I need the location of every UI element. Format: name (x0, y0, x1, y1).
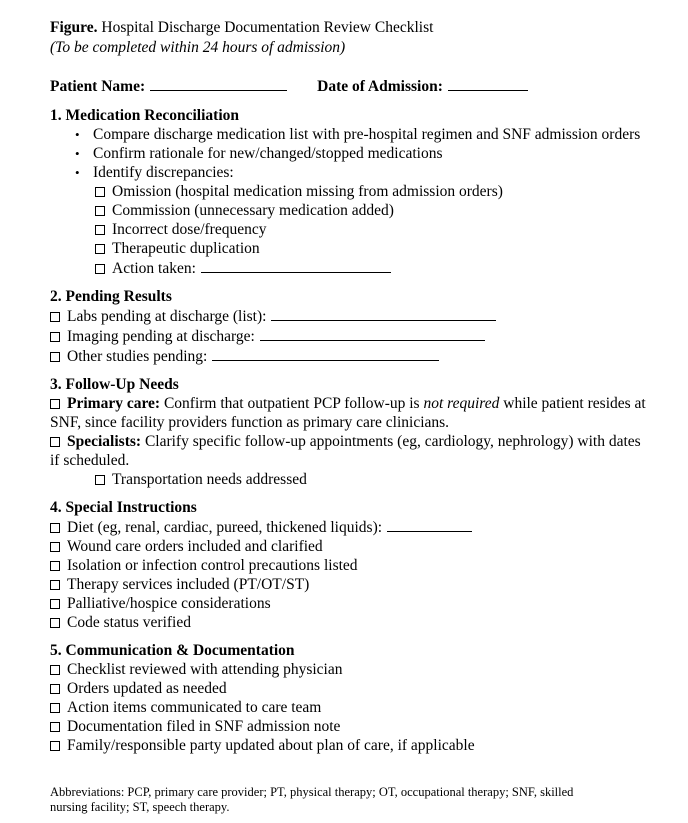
checkbox-item (95, 201, 650, 220)
item-text: Other studies pending: (67, 348, 208, 365)
checkbox-item (50, 432, 650, 470)
bullet-icon: • (75, 165, 80, 180)
checkbox-icon[interactable] (95, 225, 105, 235)
checkbox-icon[interactable] (50, 665, 60, 675)
checkbox-icon[interactable] (95, 206, 105, 216)
checkbox-item (50, 537, 650, 556)
checkbox-item (50, 575, 650, 594)
figure-title-text: Hospital Discharge Documentation Review Checklist (97, 19, 434, 36)
bullet-icon: • (75, 127, 80, 142)
checkbox-item (95, 239, 650, 258)
checkbox-icon[interactable] (50, 332, 60, 342)
checkbox-item (50, 613, 650, 632)
checkbox-icon[interactable] (50, 399, 60, 409)
item-text: Orders updated as needed (67, 680, 227, 697)
checkbox-item (50, 556, 650, 575)
fill-in-blank[interactable] (212, 346, 439, 361)
checkbox-icon[interactable] (50, 561, 60, 571)
item-text: Code status verified (67, 614, 191, 631)
checkbox-icon[interactable] (50, 599, 60, 609)
item-text: Transportation needs addressed (112, 471, 307, 488)
item-text: Specialists: Clarify specific follow-up appointments (eg, cardiology, nephrology) with dates if scheduled. (50, 433, 641, 469)
item-text: Diet (eg, renal, cardiac, pureed, thickened liquids): (67, 519, 383, 536)
checkbox-item (50, 326, 650, 346)
checkbox-icon[interactable] (50, 352, 60, 362)
checkbox-icon[interactable] (50, 618, 60, 628)
checkbox-icon[interactable] (50, 437, 60, 447)
checkbox-item (50, 660, 650, 679)
checkbox-icon[interactable] (95, 244, 105, 254)
checkbox-item (95, 220, 650, 239)
item-text: Incorrect dose/frequency (112, 221, 267, 238)
item-text: Wound care orders included and clarified (67, 538, 323, 555)
fill-in-blank[interactable] (387, 517, 472, 532)
bullet-icon: • (75, 146, 80, 161)
item-text: Action taken: (112, 260, 196, 277)
item-text: Action items communicated to care team (67, 699, 322, 716)
item-text: Identify discrepancies: (93, 164, 234, 181)
checkbox-icon[interactable] (50, 703, 60, 713)
checkbox-icon[interactable] (95, 475, 105, 485)
checkbox-icon[interactable] (50, 580, 60, 590)
section-heading: 4. Special Instructions (50, 499, 197, 516)
figure-subtitle: (To be completed within 24 hours of admission) (50, 39, 346, 56)
checkbox-item (50, 394, 650, 432)
checkbox-icon[interactable] (95, 264, 105, 274)
fill-in-blank[interactable] (260, 326, 485, 341)
checkbox-item (95, 182, 650, 201)
checkbox-item (50, 679, 650, 698)
checkbox-icon[interactable] (50, 684, 60, 694)
checkbox-icon[interactable] (50, 523, 60, 533)
bullet-item (50, 163, 650, 182)
item-text: Checklist reviewed with attending physician (67, 661, 343, 678)
checkbox-item (50, 736, 650, 755)
fill-in-blank[interactable] (271, 306, 496, 321)
section-heading: 3. Follow-Up Needs (50, 376, 179, 393)
checkbox-item (50, 306, 650, 326)
checkbox-icon[interactable] (50, 722, 60, 732)
checkbox-item (50, 717, 650, 736)
admission-date-blank[interactable] (448, 76, 528, 91)
section-heading: 5. Communication & Documentation (50, 642, 295, 659)
checkbox-item (95, 258, 650, 278)
section-heading: 1. Medication Reconciliation (50, 107, 239, 124)
admission-date-label: Date of Admission: (317, 78, 443, 95)
section-1 (50, 106, 650, 278)
item-text: Omission (hospital medication missing from admission orders) (112, 183, 503, 200)
checkbox-item (50, 594, 650, 613)
item-text: Therapy services included (PT/OT/ST) (67, 576, 310, 593)
section-4 (50, 498, 650, 632)
item-text: Compare discharge medication list with pre-hospital regimen and SNF admission orders (93, 126, 641, 143)
fill-in-blank[interactable] (201, 258, 391, 273)
figure-title-prefix: Figure. (50, 19, 98, 36)
bullet-item (50, 125, 650, 144)
checkbox-icon[interactable] (50, 542, 60, 552)
checkbox-item (50, 346, 650, 366)
section-2 (50, 287, 650, 366)
patient-name-label: Patient Name: (50, 78, 146, 95)
item-text: Primary care: Confirm that outpatient PCP follow-up is not required while patient resides at SNF, since facility providers function as primary care clinicians. (50, 395, 646, 431)
section-5 (50, 641, 650, 755)
abbreviations-footnote: Abbreviations: PCP, primary care provider; PT, physical therapy; OT, occupational therapy; SNF, skilled nursing facility; ST, speech therapy. (50, 785, 574, 814)
item-text: Isolation or infection control precautions listed (67, 557, 358, 574)
section-heading: 2. Pending Results (50, 288, 172, 305)
patient-name-blank[interactable] (150, 76, 287, 91)
item-text: Commission (unnecessary medication added) (112, 202, 394, 219)
sections (50, 106, 650, 755)
item-text: Family/responsible party updated about plan of care, if applicable (67, 737, 475, 754)
checkbox-item (50, 698, 650, 717)
checkbox-icon[interactable] (50, 312, 60, 322)
checkbox-icon[interactable] (95, 187, 105, 197)
item-text: Imaging pending at discharge: (67, 328, 255, 345)
checkbox-item (50, 517, 650, 537)
section-3 (50, 375, 650, 489)
figure-title (50, 18, 650, 38)
checkbox-item (95, 470, 650, 489)
item-text: Palliative/hospice considerations (67, 595, 271, 612)
item-text: Therapeutic duplication (112, 240, 260, 257)
item-text: Confirm rationale for new/changed/stopped medications (93, 145, 443, 162)
header-fields (50, 76, 650, 97)
bullet-item (50, 144, 650, 163)
checkbox-icon[interactable] (50, 741, 60, 751)
item-text: Documentation filed in SNF admission note (67, 718, 341, 735)
item-text: Labs pending at discharge (list): (67, 308, 267, 325)
